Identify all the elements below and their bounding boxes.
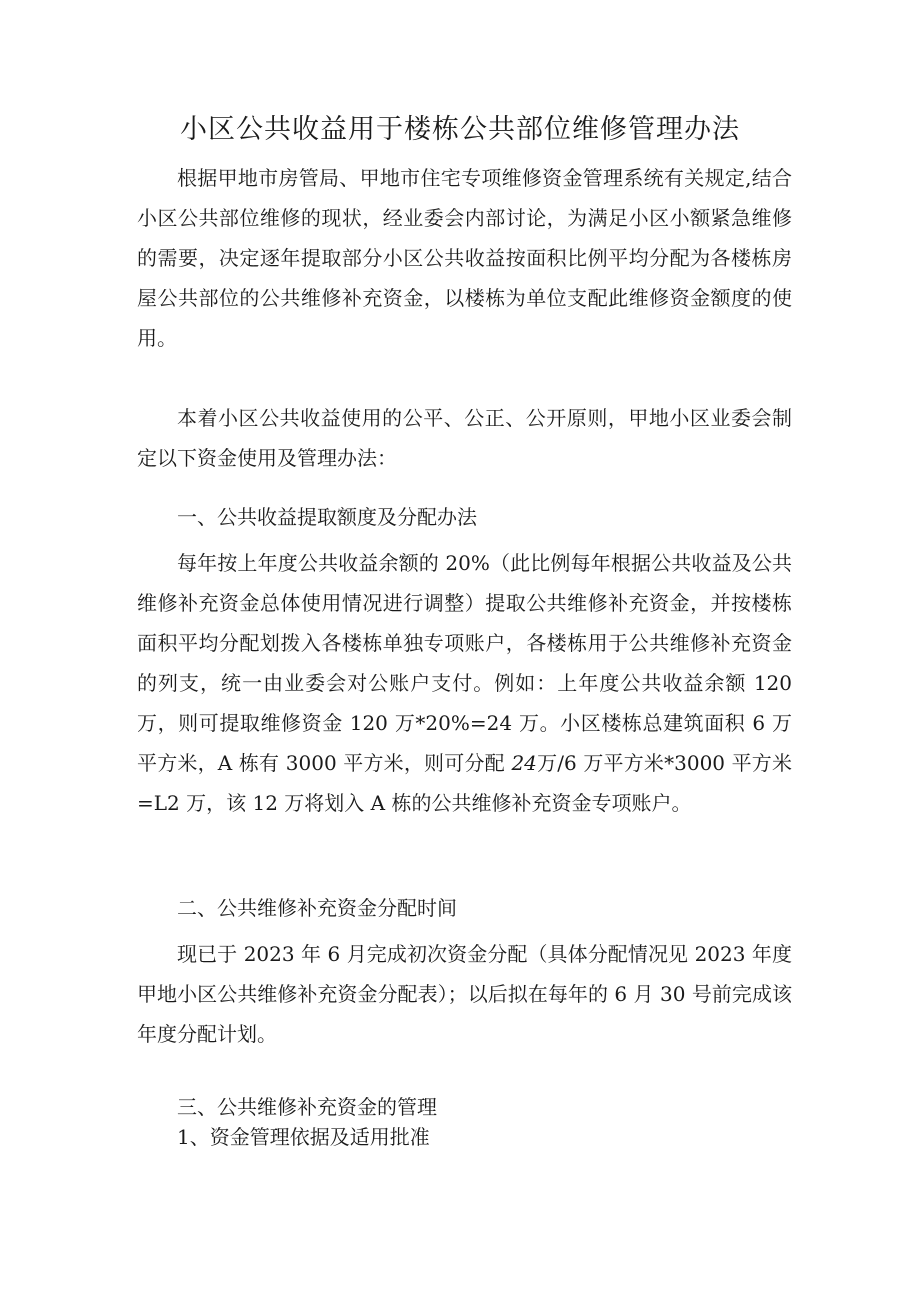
intro-paragraph: 根据甲地市房管局、甲地市住宅专项维修资金管理系统有关规定,结合小区公共部位维修的现状，经业委会内部讨论，为满足小区小额紧急维修的需要，决定逐年提取部分小区公共收益按面积比例平均分配为各楼栋房屋公共部位的公共维修补充资金，以楼栋为单位支配此维修资金额度的使用。 — [137, 166, 792, 350]
document-title: 小区公共收益用于楼栋公共部位维修管理办法 — [180, 114, 740, 145]
section1-body-text-b: 万/6 万平方米*3000 平方米=L2 万，该 12 万将划入 A 栋的公共维修补充资金专项账户。 — [137, 751, 792, 815]
section2-heading: 二、公共维修补充资金分配时间 — [177, 896, 457, 920]
section3-heading: 三、公共维修补充资金的管理 — [177, 1095, 437, 1119]
section2-body: 现已于 2023 年 6 月完成初次资金分配（具体分配情况见 2023 年度甲地小区公共维修补充资金分配表）；以后拟在每年的 6 月 30 号前完成该年度分配计划。 — [137, 942, 792, 1046]
section3-sub1-heading: 1、资金管理依据及适用批准 — [177, 1125, 430, 1149]
section1-heading: 一、公共收益提取额度及分配办法 — [177, 505, 477, 529]
section1-body-text-a: 每年按上年度公共收益余额的 20%（此比例每年根据公共收益及公共维修补充资金总体使用情况进行调整）提取公共维修补充资金，并按楼栋面积平均分配划拨入各楼栋单独专项账户，各楼栋用于公共维修补充资金的列支，统一由业委会对公账户支付。例如：上年度公共收益余额 120 万，则可提取维修资金 120 万*20%=24 万。小区楼栋总建筑面积 6 万平方米，A 栋有 3000 平方米，则可分配 — [137, 551, 792, 775]
section1-body — [137, 543, 792, 823]
section1-body-italic: 24 — [511, 751, 537, 775]
principle-paragraph: 本着小区公共收益使用的公平、公正、公开原则，甲地小区业委会制定以下资金使用及管理办法： — [137, 406, 792, 470]
